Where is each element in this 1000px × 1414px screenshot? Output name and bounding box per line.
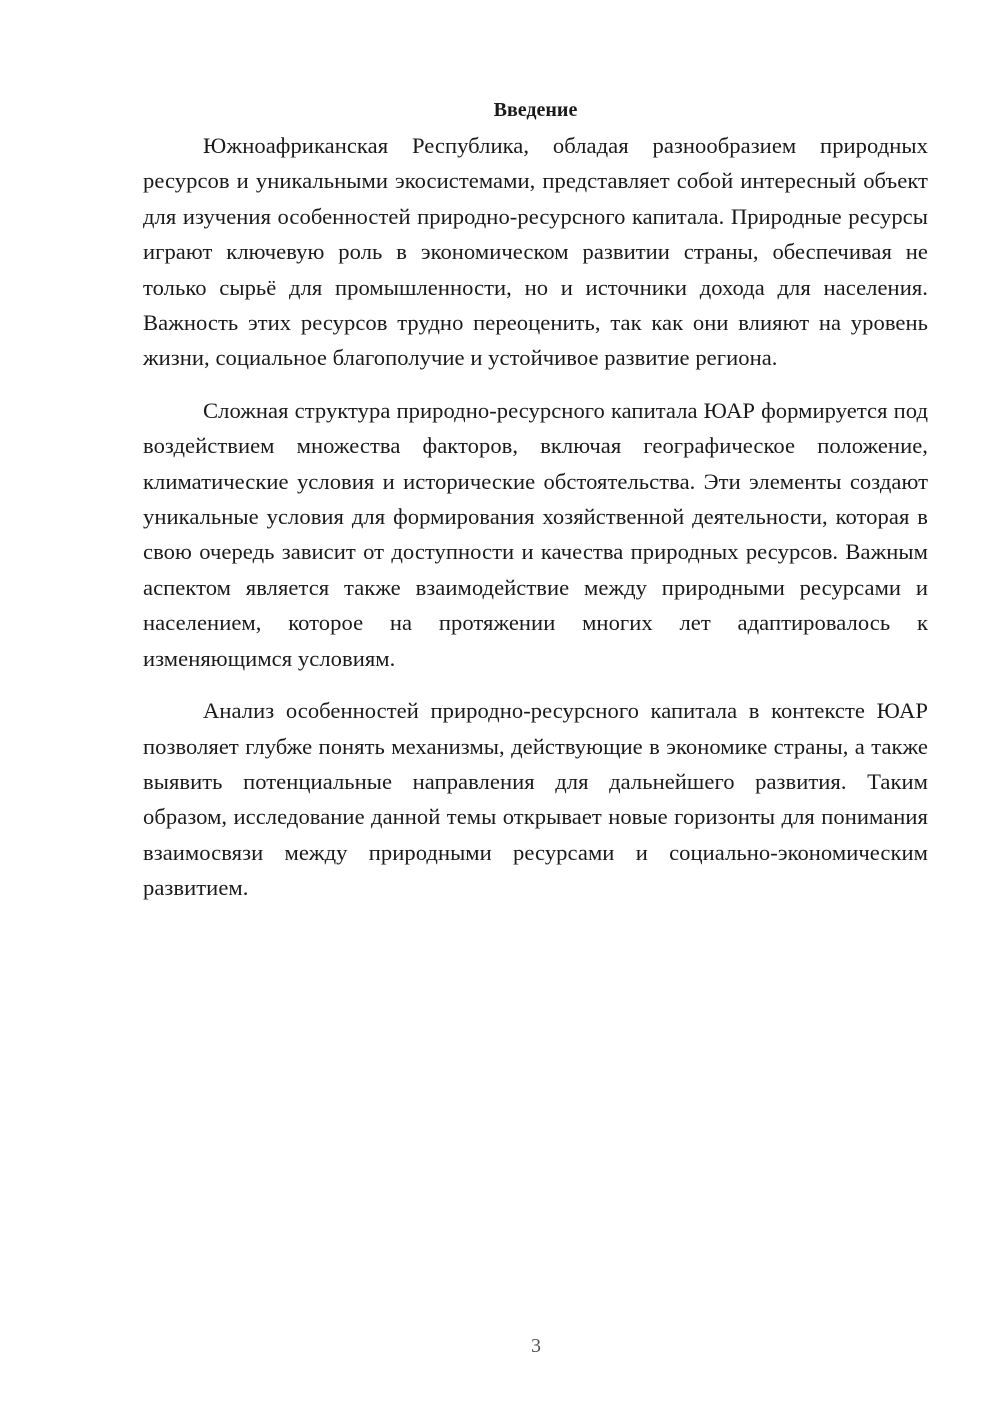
- page-number: 3: [531, 1335, 541, 1357]
- page-content: [143, 92, 928, 923]
- section-heading: Введение: [493, 99, 578, 121]
- paragraph-1: Южноафриканская Республика, обладая разнообразием природных ресурсов и уникальными экосистемами, представляет собой интересный объект для изучения особенностей природно-ресурсного капитала. Природные ресурсы играют ключевую роль в экономическом развитии страны, обеспечивая не только сырьё для промышленности, но и источники дохода для населения. Важность этих ресурсов трудно переоценить, так как они влияют на уровень жизни, социальное благополучие и устойчивое развитие региона.: [143, 133, 928, 371]
- paragraph-3: Анализ особенностей природно-ресурсного капитала в контексте ЮАР позволяет глубже понять механизмы, действующие в экономике страны, а также выявить потенциальные направления для дальнейшего развития. Таким образом, исследование данной темы открывает новые горизонты для понимания взаимосвязи между природными ресурсами и социально-экономическим развитием.: [143, 698, 928, 901]
- paragraph-2: Сложная структура природно-ресурсного капитала ЮАР формируется под воздействием множества факторов, включая географическое положение, климатические условия и исторические обстоятельства. Эти элементы создают уникальные условия для формирования хозяйственной деятельности, которая в свою очередь зависит от доступности и качества природных ресурсов. Важным аспектом является также взаимодействие между природными ресурсами и населением, которое на протяжении многих лет адаптировалось к изменяющимся условиям.: [143, 397, 928, 671]
